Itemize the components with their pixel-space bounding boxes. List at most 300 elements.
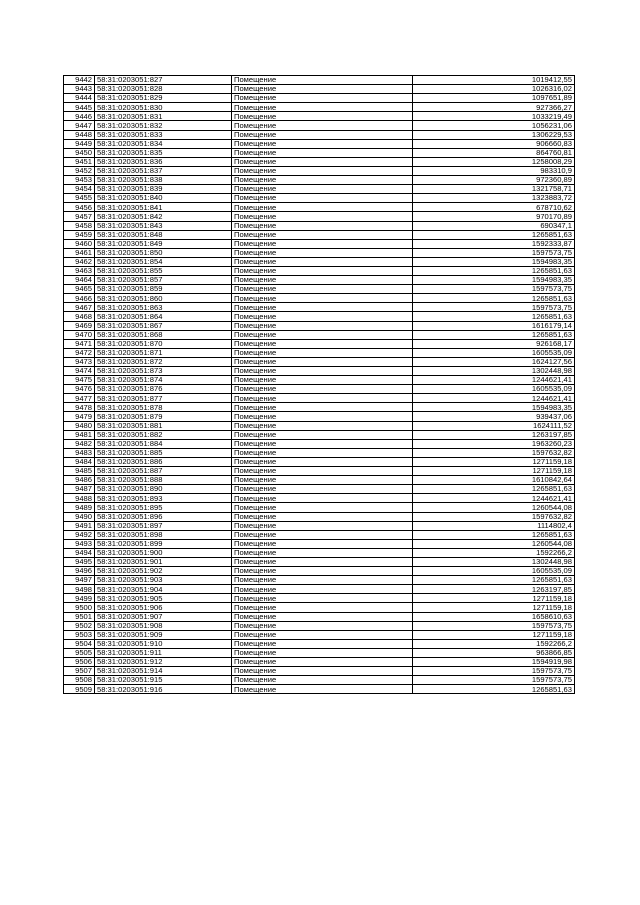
object-type-cell: Помещение <box>232 103 413 112</box>
cadastral-number-cell: 58:31:0203051:854 <box>95 257 232 266</box>
table-row <box>64 667 575 676</box>
object-type-cell: Помещение <box>232 494 413 503</box>
row-number-cell: 9453 <box>64 176 95 185</box>
cadastral-value-cell: 1594983,35 <box>413 257 575 266</box>
table-row <box>64 658 575 667</box>
cadastral-number-cell: 58:31:0203051:834 <box>95 139 232 148</box>
row-number-cell: 9469 <box>64 321 95 330</box>
cadastral-number-cell: 58:31:0203051:828 <box>95 85 232 94</box>
object-type-cell: Помещение <box>232 312 413 321</box>
cadastral-value-cell: 1271159,18 <box>413 467 575 476</box>
table-row <box>64 385 575 394</box>
cadastral-value-cell: 906660,83 <box>413 139 575 148</box>
cadastral-value-cell: 1605535,09 <box>413 385 575 394</box>
cadastral-number-cell: 58:31:0203051:870 <box>95 339 232 348</box>
object-type-cell: Помещение <box>232 385 413 394</box>
cadastral-value-cell: 678710,62 <box>413 203 575 212</box>
object-type-cell: Помещение <box>232 630 413 639</box>
object-type-cell: Помещение <box>232 185 413 194</box>
cadastral-number-cell: 58:31:0203051:842 <box>95 212 232 221</box>
row-number-cell: 9490 <box>64 512 95 521</box>
object-type-cell: Помещение <box>232 594 413 603</box>
cadastral-number-cell: 58:31:0203051:835 <box>95 148 232 157</box>
table-row <box>64 266 575 275</box>
object-type-cell: Помещение <box>232 576 413 585</box>
cadastral-number-cell: 58:31:0203051:906 <box>95 603 232 612</box>
table-row <box>64 276 575 285</box>
table-row <box>64 212 575 221</box>
row-number-cell: 9456 <box>64 203 95 212</box>
cadastral-number-cell: 58:31:0203051:898 <box>95 530 232 539</box>
cadastral-number-cell: 58:31:0203051:848 <box>95 230 232 239</box>
cadastral-number-cell: 58:31:0203051:912 <box>95 658 232 667</box>
cadastral-number-cell: 58:31:0203051:904 <box>95 585 232 594</box>
cadastral-value-cell: 1597632,82 <box>413 448 575 457</box>
table-row <box>64 539 575 548</box>
cadastral-value-cell: 1271159,18 <box>413 603 575 612</box>
row-number-cell: 9492 <box>64 530 95 539</box>
cadastral-number-cell: 58:31:0203051:871 <box>95 348 232 357</box>
cadastral-number-cell: 58:31:0203051:829 <box>95 94 232 103</box>
cadastral-number-cell: 58:31:0203051:896 <box>95 512 232 521</box>
cadastral-number-cell: 58:31:0203051:893 <box>95 494 232 503</box>
table-row <box>64 357 575 366</box>
table-row <box>64 494 575 503</box>
row-number-cell: 9466 <box>64 294 95 303</box>
cadastral-value-cell: 1271159,18 <box>413 594 575 603</box>
table-row <box>64 603 575 612</box>
cadastral-value-cell: 1260544,08 <box>413 539 575 548</box>
object-type-cell: Помещение <box>232 567 413 576</box>
cadastral-value-cell: 1244621,41 <box>413 494 575 503</box>
table-row <box>64 303 575 312</box>
row-number-cell: 9442 <box>64 76 95 85</box>
object-type-cell: Помещение <box>232 394 413 403</box>
row-number-cell: 9463 <box>64 266 95 275</box>
cadastral-value-cell: 1263197,85 <box>413 430 575 439</box>
table-row <box>64 76 575 85</box>
object-type-cell: Помещение <box>232 439 413 448</box>
cadastral-number-cell: 58:31:0203051:832 <box>95 121 232 130</box>
cadastral-number-cell: 58:31:0203051:910 <box>95 639 232 648</box>
table-row <box>64 230 575 239</box>
cadastral-value-cell: 1594983,35 <box>413 403 575 412</box>
row-number-cell: 9457 <box>64 212 95 221</box>
cadastral-number-cell: 58:31:0203051:827 <box>95 76 232 85</box>
row-number-cell: 9455 <box>64 194 95 203</box>
cadastral-number-cell: 58:31:0203051:885 <box>95 448 232 457</box>
table-row <box>64 576 575 585</box>
table-row <box>64 203 575 212</box>
cadastral-number-cell: 58:31:0203051:888 <box>95 476 232 485</box>
table-row <box>64 176 575 185</box>
cadastral-number-cell: 58:31:0203051:838 <box>95 176 232 185</box>
cadastral-number-cell: 58:31:0203051:831 <box>95 112 232 121</box>
table-row <box>64 685 575 694</box>
cadastral-number-cell: 58:31:0203051:839 <box>95 185 232 194</box>
object-type-cell: Помещение <box>232 276 413 285</box>
table-row <box>64 567 575 576</box>
object-type-cell: Помещение <box>232 530 413 539</box>
cadastral-value-cell: 1263197,85 <box>413 585 575 594</box>
cadastral-number-cell: 58:31:0203051:884 <box>95 439 232 448</box>
row-number-cell: 9475 <box>64 376 95 385</box>
cadastral-number-cell: 58:31:0203051:897 <box>95 521 232 530</box>
cadastral-value-cell: 972360,89 <box>413 176 575 185</box>
row-number-cell: 9462 <box>64 257 95 266</box>
object-type-cell: Помещение <box>232 685 413 694</box>
row-number-cell: 9479 <box>64 412 95 421</box>
cadastral-value-cell: 1605535,09 <box>413 567 575 576</box>
table-row <box>64 585 575 594</box>
object-type-cell: Помещение <box>232 330 413 339</box>
object-type-cell: Помещение <box>232 412 413 421</box>
cadastral-number-cell: 58:31:0203051:860 <box>95 294 232 303</box>
table-row <box>64 457 575 466</box>
table-row <box>64 339 575 348</box>
table-row <box>64 112 575 121</box>
row-number-cell: 9447 <box>64 121 95 130</box>
cadastral-value-cell: 1321758,71 <box>413 185 575 194</box>
cadastral-number-cell: 58:31:0203051:908 <box>95 621 232 630</box>
cadastral-value-cell: 1658610,63 <box>413 612 575 621</box>
row-number-cell: 9509 <box>64 685 95 694</box>
cadastral-number-cell: 58:31:0203051:886 <box>95 457 232 466</box>
cadastral-number-cell: 58:31:0203051:859 <box>95 285 232 294</box>
table-row <box>64 330 575 339</box>
row-number-cell: 9498 <box>64 585 95 594</box>
row-number-cell: 9474 <box>64 367 95 376</box>
table-row <box>64 621 575 630</box>
object-type-cell: Помещение <box>232 348 413 357</box>
row-number-cell: 9468 <box>64 312 95 321</box>
table-row <box>64 85 575 94</box>
table-row <box>64 312 575 321</box>
cadastral-value-cell: 1033219,49 <box>413 112 575 121</box>
object-type-cell: Помещение <box>232 557 413 566</box>
object-type-cell: Помещение <box>232 648 413 657</box>
cadastral-value-cell: 1597573,75 <box>413 303 575 312</box>
cadastral-number-cell: 58:31:0203051:863 <box>95 303 232 312</box>
cadastral-value-cell: 983310,9 <box>413 166 575 175</box>
cadastral-number-cell: 58:31:0203051:914 <box>95 667 232 676</box>
row-number-cell: 9443 <box>64 85 95 94</box>
cadastral-value-cell: 1302448,98 <box>413 367 575 376</box>
object-type-cell: Помещение <box>232 194 413 203</box>
cadastral-number-cell: 58:31:0203051:916 <box>95 685 232 694</box>
object-type-cell: Помещение <box>232 539 413 548</box>
object-type-cell: Помещение <box>232 212 413 221</box>
cadastral-number-cell: 58:31:0203051:903 <box>95 576 232 585</box>
object-type-cell: Помещение <box>232 639 413 648</box>
table-row <box>64 430 575 439</box>
row-number-cell: 9471 <box>64 339 95 348</box>
object-type-cell: Помещение <box>232 203 413 212</box>
row-number-cell: 9506 <box>64 658 95 667</box>
object-type-cell: Помещение <box>232 112 413 121</box>
cadastral-value-cell: 690347,1 <box>413 221 575 230</box>
row-number-cell: 9489 <box>64 503 95 512</box>
row-number-cell: 9473 <box>64 357 95 366</box>
object-type-cell: Помещение <box>232 285 413 294</box>
row-number-cell: 9480 <box>64 421 95 430</box>
object-type-cell: Помещение <box>232 367 413 376</box>
row-number-cell: 9508 <box>64 676 95 685</box>
cadastral-number-cell: 58:31:0203051:836 <box>95 157 232 166</box>
object-type-cell: Помещение <box>232 585 413 594</box>
cadastral-number-cell: 58:31:0203051:902 <box>95 567 232 576</box>
row-number-cell: 9488 <box>64 494 95 503</box>
cadastral-number-cell: 58:31:0203051:911 <box>95 648 232 657</box>
cadastral-value-cell: 1097651,89 <box>413 94 575 103</box>
cadastral-number-cell: 58:31:0203051:843 <box>95 221 232 230</box>
row-number-cell: 9444 <box>64 94 95 103</box>
cadastral-value-cell: 1265851,63 <box>413 294 575 303</box>
cadastral-number-cell: 58:31:0203051:905 <box>95 594 232 603</box>
cadastral-number-cell: 58:31:0203051:864 <box>95 312 232 321</box>
object-type-cell: Помещение <box>232 676 413 685</box>
cadastral-value-cell: 1271159,18 <box>413 457 575 466</box>
cadastral-value-cell: 1265851,63 <box>413 485 575 494</box>
table-row <box>64 403 575 412</box>
row-number-cell: 9458 <box>64 221 95 230</box>
cadastral-value-cell: 1244621,41 <box>413 394 575 403</box>
row-number-cell: 9502 <box>64 621 95 630</box>
table-body <box>64 76 575 694</box>
object-type-cell: Помещение <box>232 248 413 257</box>
table-row <box>64 103 575 112</box>
object-type-cell: Помещение <box>232 376 413 385</box>
object-type-cell: Помещение <box>232 121 413 130</box>
cadastral-number-cell: 58:31:0203051:867 <box>95 321 232 330</box>
table-row <box>64 421 575 430</box>
table-row <box>64 367 575 376</box>
row-number-cell: 9501 <box>64 612 95 621</box>
cadastral-number-cell: 58:31:0203051:874 <box>95 376 232 385</box>
cadastral-value-cell: 1056231,06 <box>413 121 575 130</box>
row-number-cell: 9448 <box>64 130 95 139</box>
cadastral-number-cell: 58:31:0203051:900 <box>95 548 232 557</box>
object-type-cell: Помещение <box>232 603 413 612</box>
cadastral-value-cell: 1597573,75 <box>413 676 575 685</box>
table-row <box>64 448 575 457</box>
cadastral-value-cell: 1592333,87 <box>413 239 575 248</box>
cadastral-value-cell: 1963260,23 <box>413 439 575 448</box>
row-number-cell: 9504 <box>64 639 95 648</box>
row-number-cell: 9487 <box>64 485 95 494</box>
object-type-cell: Помещение <box>232 85 413 94</box>
cadastral-value-cell: 1594983,35 <box>413 276 575 285</box>
table-row <box>64 439 575 448</box>
cadastral-number-cell: 58:31:0203051:872 <box>95 357 232 366</box>
row-number-cell: 9454 <box>64 185 95 194</box>
table-row <box>64 376 575 385</box>
row-number-cell: 9486 <box>64 476 95 485</box>
object-type-cell: Помещение <box>232 621 413 630</box>
row-number-cell: 9484 <box>64 457 95 466</box>
cadastral-value-cell: 1597573,75 <box>413 621 575 630</box>
cadastral-value-cell: 1260544,08 <box>413 503 575 512</box>
table-row <box>64 257 575 266</box>
cadastral-value-cell: 1265851,63 <box>413 230 575 239</box>
row-number-cell: 9495 <box>64 557 95 566</box>
row-number-cell: 9460 <box>64 239 95 248</box>
cadastral-number-cell: 58:31:0203051:837 <box>95 166 232 175</box>
cadastral-number-cell: 58:31:0203051:877 <box>95 394 232 403</box>
row-number-cell: 9452 <box>64 166 95 175</box>
cadastral-number-cell: 58:31:0203051:873 <box>95 367 232 376</box>
object-type-cell: Помещение <box>232 139 413 148</box>
cadastral-value-cell: 1271159,18 <box>413 630 575 639</box>
cadastral-value-cell: 1265851,63 <box>413 266 575 275</box>
row-number-cell: 9476 <box>64 385 95 394</box>
object-type-cell: Помещение <box>232 612 413 621</box>
cadastral-value-cell: 1265851,63 <box>413 312 575 321</box>
cadastral-number-cell: 58:31:0203051:855 <box>95 266 232 275</box>
table-row <box>64 594 575 603</box>
cadastral-value-cell: 1114802,4 <box>413 521 575 530</box>
object-type-cell: Помещение <box>232 266 413 275</box>
table-row <box>64 166 575 175</box>
cadastral-value-cell: 1592266,2 <box>413 639 575 648</box>
table-row <box>64 639 575 648</box>
object-type-cell: Помещение <box>232 548 413 557</box>
row-number-cell: 9445 <box>64 103 95 112</box>
table-row <box>64 221 575 230</box>
cadastral-number-cell: 58:31:0203051:881 <box>95 421 232 430</box>
cadastral-number-cell: 58:31:0203051:850 <box>95 248 232 257</box>
row-number-cell: 9483 <box>64 448 95 457</box>
property-table <box>63 75 575 694</box>
cadastral-value-cell: 963866,85 <box>413 648 575 657</box>
cadastral-value-cell: 1258008,29 <box>413 157 575 166</box>
cadastral-value-cell: 1624111,52 <box>413 421 575 430</box>
row-number-cell: 9481 <box>64 430 95 439</box>
cadastral-value-cell: 939437,06 <box>413 412 575 421</box>
table-row <box>64 121 575 130</box>
object-type-cell: Помещение <box>232 421 413 430</box>
table-row <box>64 148 575 157</box>
cadastral-number-cell: 58:31:0203051:907 <box>95 612 232 621</box>
cadastral-value-cell: 1265851,63 <box>413 576 575 585</box>
row-number-cell: 9478 <box>64 403 95 412</box>
object-type-cell: Помещение <box>232 430 413 439</box>
object-type-cell: Помещение <box>232 403 413 412</box>
cadastral-number-cell: 58:31:0203051:887 <box>95 467 232 476</box>
object-type-cell: Помещение <box>232 467 413 476</box>
object-type-cell: Помещение <box>232 176 413 185</box>
cadastral-number-cell: 58:31:0203051:901 <box>95 557 232 566</box>
cadastral-value-cell: 1244621,41 <box>413 376 575 385</box>
row-number-cell: 9491 <box>64 521 95 530</box>
object-type-cell: Помещение <box>232 221 413 230</box>
row-number-cell: 9482 <box>64 439 95 448</box>
object-type-cell: Помещение <box>232 485 413 494</box>
row-number-cell: 9459 <box>64 230 95 239</box>
row-number-cell: 9494 <box>64 548 95 557</box>
table-row <box>64 530 575 539</box>
object-type-cell: Помещение <box>232 294 413 303</box>
cadastral-number-cell: 58:31:0203051:878 <box>95 403 232 412</box>
cadastral-number-cell: 58:31:0203051:876 <box>95 385 232 394</box>
object-type-cell: Помещение <box>232 457 413 466</box>
table-row <box>64 557 575 566</box>
row-number-cell: 9507 <box>64 667 95 676</box>
row-number-cell: 9485 <box>64 467 95 476</box>
row-number-cell: 9505 <box>64 648 95 657</box>
cadastral-number-cell: 58:31:0203051:899 <box>95 539 232 548</box>
object-type-cell: Помещение <box>232 230 413 239</box>
row-number-cell: 9500 <box>64 603 95 612</box>
object-type-cell: Помещение <box>232 239 413 248</box>
object-type-cell: Помещение <box>232 521 413 530</box>
cadastral-number-cell: 58:31:0203051:840 <box>95 194 232 203</box>
cadastral-number-cell: 58:31:0203051:857 <box>95 276 232 285</box>
cadastral-value-cell: 970170,89 <box>413 212 575 221</box>
object-type-cell: Помещение <box>232 94 413 103</box>
row-number-cell: 9499 <box>64 594 95 603</box>
row-number-cell: 9446 <box>64 112 95 121</box>
object-type-cell: Помещение <box>232 321 413 330</box>
cadastral-value-cell: 1592266,2 <box>413 548 575 557</box>
cadastral-number-cell: 58:31:0203051:830 <box>95 103 232 112</box>
object-type-cell: Помещение <box>232 476 413 485</box>
row-number-cell: 9497 <box>64 576 95 585</box>
cadastral-value-cell: 1026316,02 <box>413 85 575 94</box>
cadastral-number-cell: 58:31:0203051:841 <box>95 203 232 212</box>
object-type-cell: Помещение <box>232 667 413 676</box>
cadastral-value-cell: 1323883,72 <box>413 194 575 203</box>
cadastral-number-cell: 58:31:0203051:890 <box>95 485 232 494</box>
table-row <box>64 185 575 194</box>
table-row <box>64 394 575 403</box>
row-number-cell: 9451 <box>64 157 95 166</box>
object-type-cell: Помещение <box>232 130 413 139</box>
object-type-cell: Помещение <box>232 503 413 512</box>
table-row <box>64 485 575 494</box>
object-type-cell: Помещение <box>232 257 413 266</box>
object-type-cell: Помещение <box>232 357 413 366</box>
object-type-cell: Помещение <box>232 658 413 667</box>
cadastral-number-cell: 58:31:0203051:909 <box>95 630 232 639</box>
object-type-cell: Помещение <box>232 448 413 457</box>
cadastral-number-cell: 58:31:0203051:895 <box>95 503 232 512</box>
cadastral-value-cell: 1265851,63 <box>413 330 575 339</box>
table-row <box>64 139 575 148</box>
cadastral-number-cell: 58:31:0203051:849 <box>95 239 232 248</box>
table-row <box>64 612 575 621</box>
cadastral-number-cell: 58:31:0203051:882 <box>95 430 232 439</box>
cadastral-number-cell: 58:31:0203051:868 <box>95 330 232 339</box>
row-number-cell: 9461 <box>64 248 95 257</box>
cadastral-value-cell: 1624127,56 <box>413 357 575 366</box>
cadastral-value-cell: 926168,17 <box>413 339 575 348</box>
table-row <box>64 467 575 476</box>
row-number-cell: 9450 <box>64 148 95 157</box>
cadastral-value-cell: 1265851,63 <box>413 685 575 694</box>
table-row <box>64 476 575 485</box>
table-row <box>64 512 575 521</box>
row-number-cell: 9493 <box>64 539 95 548</box>
table-row <box>64 348 575 357</box>
table-row <box>64 548 575 557</box>
row-number-cell: 9467 <box>64 303 95 312</box>
row-number-cell: 9496 <box>64 567 95 576</box>
table-row <box>64 239 575 248</box>
cadastral-value-cell: 1605535,09 <box>413 348 575 357</box>
cadastral-number-cell: 58:31:0203051:915 <box>95 676 232 685</box>
table-row <box>64 321 575 330</box>
